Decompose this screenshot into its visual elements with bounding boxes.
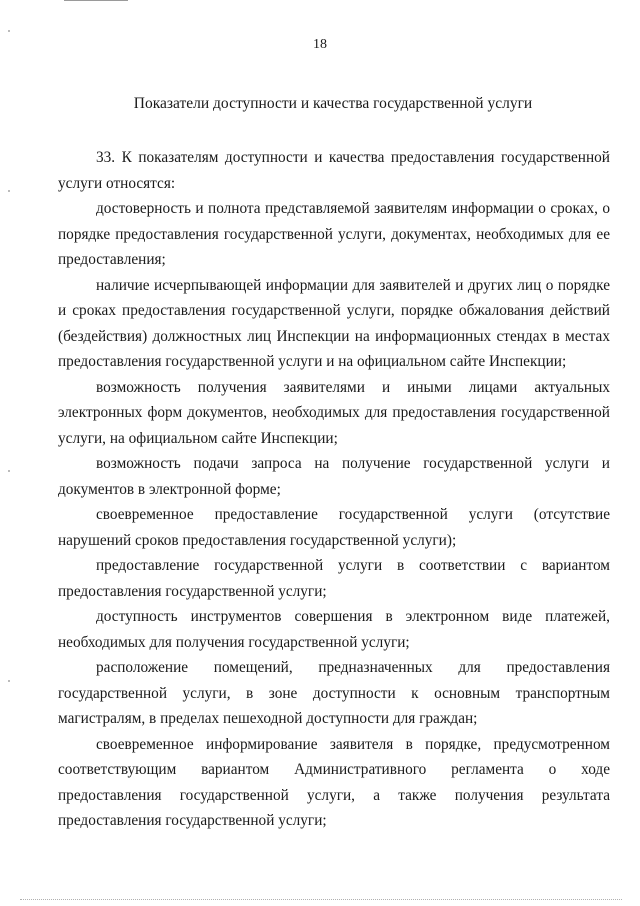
page-number: 18: [313, 37, 327, 52]
paragraph: своевременное предоставление государственной услуги (отсутствие нарушений сроков предоставления государственной услуги);: [58, 506, 610, 549]
paragraph: достоверность и полнота представляемой заявителям информации о сроках, о порядке предоставления государственной услуги, документах, необходимых для ее предоставления;: [58, 200, 610, 268]
paragraph: предоставление государственной услуги в соответствии с вариантом предоставления государственной услуги;: [58, 557, 610, 600]
paragraph: наличие исчерпывающей информации для заявителей и других лиц о порядке и сроках предоставления государственной услуги, порядке обжалования действий (бездействия) должностных лиц Инспекции на информационных стендах в местах предоставления государственной услуги и на официальном сайте Инспекции;: [58, 276, 610, 370]
scan-artifact-top: [64, 0, 128, 1]
paragraph: возможность получения заявителями и иными лицами актуальных электронных форм документов, необходимых для предоставления государственной услуги, на официальном сайте Инспекции;: [58, 378, 610, 447]
paragraph: расположение помещений, предназначенных для предоставления государственной услуги, в зоне доступности к основным транспортным магистралям, в пределах пешеходной доступности для граждан;: [58, 659, 610, 727]
paragraph: возможность подачи запроса на получение государственной услуги и документов в электронной форме;: [58, 455, 610, 498]
scan-edge-dot: [8, 470, 10, 472]
scan-edge-dot: [8, 190, 10, 192]
section-heading: Показатели доступности и качества государственной услуги: [133, 95, 533, 112]
paragraph: своевременное информирование заявителя в порядке, предусмотренном соответствующим вариантом Административного регламента о ходе предоставления государственной услуги, а также получения результата предоставления государственной услуги;: [58, 735, 610, 829]
document-body: [58, 145, 610, 834]
scan-edge-dot: [8, 30, 10, 32]
paragraph: 33. К показателям доступности и качества предоставления государственной услуги относятся:: [58, 149, 610, 192]
scan-artifact-bottom: [20, 897, 622, 900]
paragraph: доступность инструментов совершения в электронном виде платежей, необходимых для получения государственной услуги;: [58, 608, 610, 651]
scan-edge-dot: [8, 680, 10, 682]
